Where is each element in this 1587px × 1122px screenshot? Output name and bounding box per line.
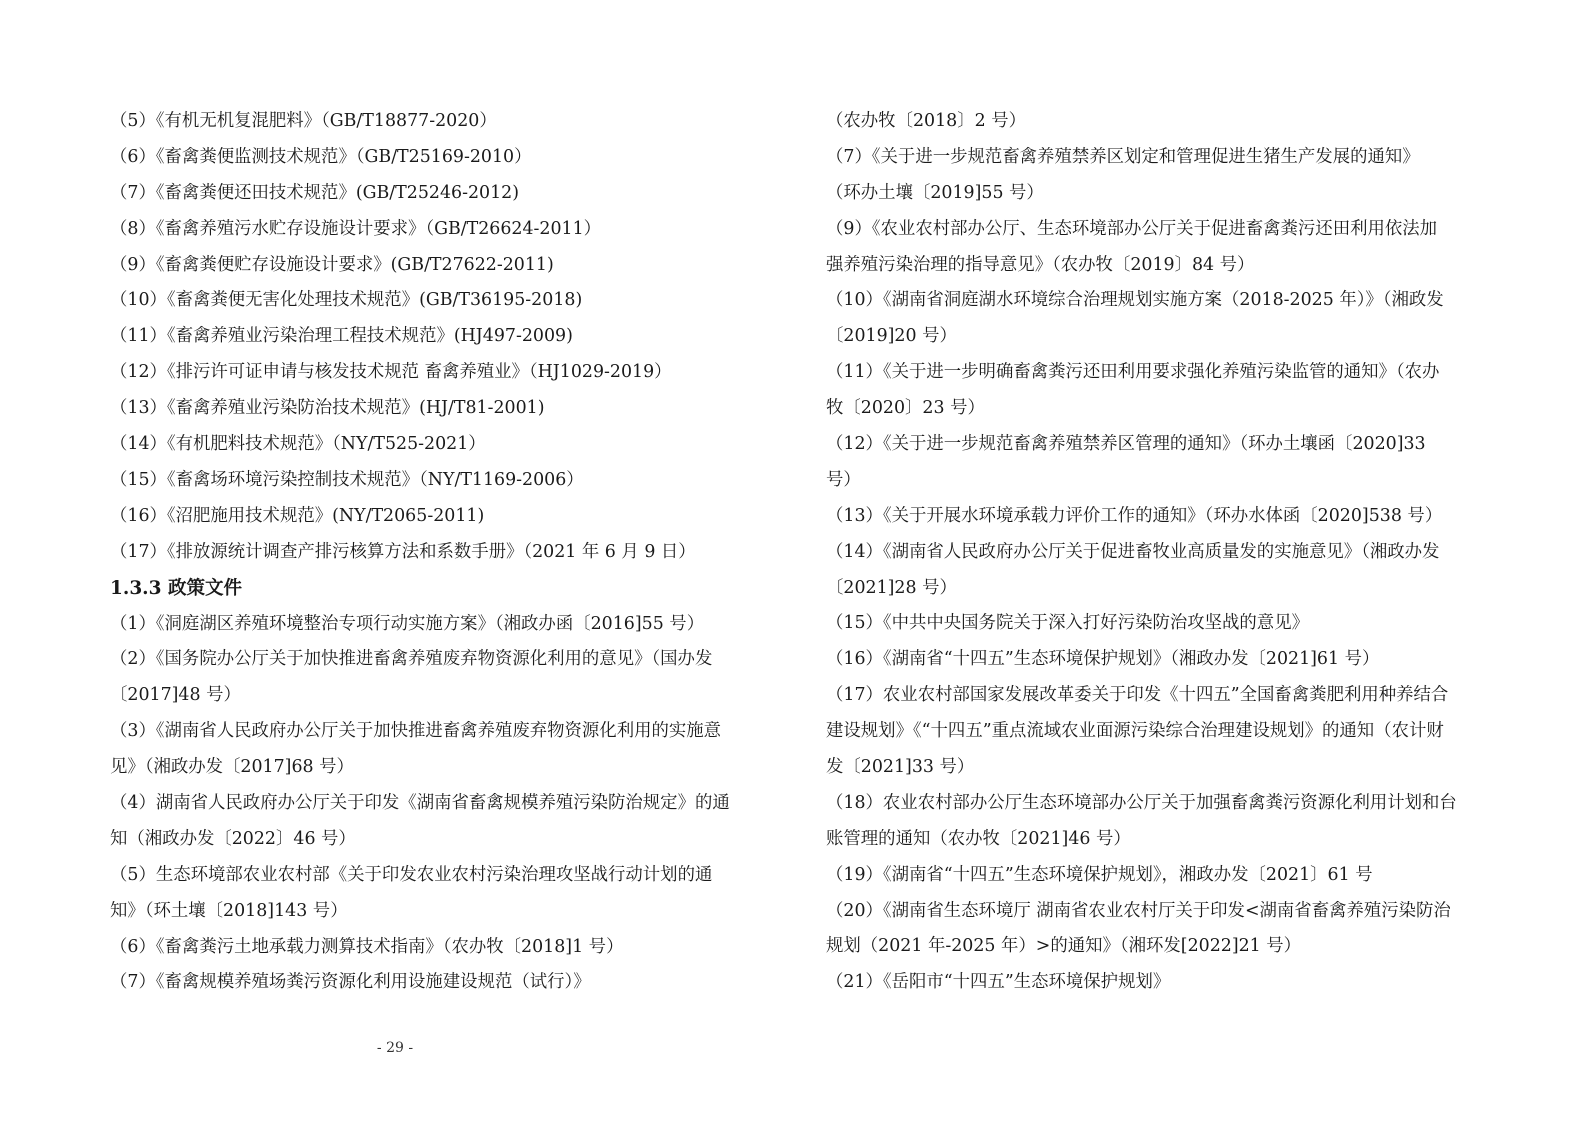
reference-line: 见》（湘政办发〔2017]68 号） [110,757,354,778]
left-column [110,104,775,1001]
reference-line: （3）《湖南省人民政府办公厅关于加快推进畜禽养殖废弃物资源化利用的实施意 [110,721,722,742]
reference-line: （16）《湖南省“十四五”生态环境保护规划》（湘政办发〔2021]61 号） [826,649,1380,670]
reference-line: （7）《畜禽规模养殖场粪污资源化利用设施建设规范（试行）》 [110,972,591,993]
reference-line: （10）《湖南省洞庭湖水环境综合治理规划实施方案（2018-2025 年）》（湘政发 [826,290,1444,311]
reference-line: （4）湖南省人民政府办公厅关于印发《湖南省畜禽规模养殖污染防治规定》的通 [110,793,730,814]
reference-line: （19）《湖南省“十四五”生态环境保护规划》，湘政办发〔2021〕61 号 [826,864,1373,885]
reference-line: （2）《国务院办公厅关于加快推进畜禽养殖废弃物资源化利用的意见》（国办发 [110,649,713,670]
reference-line: （10）《畜禽粪便无害化处理技术规范》(GB/T36195-2018) [110,290,583,311]
reference-line: 建设规划》《“十四五”重点流域农业面源污染综合治理建设规划》的通知（农计财 [826,721,1444,742]
reference-line: （1）《洞庭湖区养殖环境整治专项行动实施方案》（湘政办函〔2016]55 号） [110,613,705,634]
reference-line: （5）《有机无机复混肥料》（GB/T18877-2020） [110,111,497,131]
reference-line: 账管理的通知（农办牧〔2021]46 号） [826,828,1131,849]
reference-line: （15）《中共中央国务院关于深入打好污染防治攻坚战的意见》 [826,613,1309,634]
reference-line: （6）《畜禽粪便监测技术规范》（GB/T25169-2010） [110,146,532,167]
reference-line: 规划（2021 年-2025 年）>的通知》（湘环发[2022]21 号） [826,936,1302,957]
reference-line: （环办土壤〔2019]55 号） [826,182,1044,203]
reference-line: （21）《岳阳市“十四五”生态环境保护规划》 [826,972,1171,993]
reference-line: 强养殖污染治理的指导意见》（农办牧〔2019〕84 号） [826,254,1255,275]
reference-line: （13）《畜禽养殖业污染防治技术规范》(HJ/T81-2001) [110,398,545,419]
reference-line: 〔2021]28 号） [826,577,957,598]
reference-line: （15）《畜禽场环境污染控制技术规范》（NY/T1169-2006） [110,469,584,490]
reference-line: （14）《有机肥料技术规范》（NY/T525-2021） [110,434,486,455]
reference-line: （5）生态环境部农业农村部《关于印发农业农村污染治理攻坚战行动计划的通 [110,864,713,885]
reference-line: （9）《畜禽粪便贮存设施设计要求》(GB/T27622-2011) [110,254,554,275]
reference-line: 发〔2021]33 号） [826,757,975,778]
reference-line: （7）《关于进一步规范畜禽养殖禁养区划定和管理促进生猪生产发展的通知》 [826,146,1420,167]
reference-line: （14）《湖南省人民政府办公厅关于促进畜牧业高质量发的实施意见》（湘政办发 [826,541,1440,562]
reference-line: （17）《排放源统计调查产排污核算方法和系数手册》（2021 年 6 月 9 日） [110,541,696,562]
reference-line: （20）《湖南省生态环境厅 湖南省农业农村厅关于印发<湖南省畜禽养殖污染防治 [826,900,1451,921]
reference-line: 号） [826,469,861,490]
reference-line: （农办牧〔2018〕2 号） [826,111,1026,131]
right-column [826,104,1496,1001]
reference-line: （13）《关于开展水环境承载力评价工作的通知》（环办水体函〔2020]538 号） [826,505,1443,526]
page-number: - 29 - [376,1040,414,1056]
reference-line: （6）《畜禽粪污土地承载力测算技术指南》（农办牧〔2018]1 号） [110,936,624,957]
reference-line: 牧〔2020〕23 号） [826,398,985,419]
reference-line: 〔2019]20 号） [826,326,957,347]
reference-line: 知》（环土壤〔2018]143 号） [110,900,348,921]
reference-line: （18）农业农村部办公厅生态环境部办公厅关于加强畜禽粪污资源化利用计划和台 [826,792,1457,813]
reference-line: （17）农业农村部国家发展改革委关于印发《十四五”全国畜禽粪肥利用种养结合 [826,685,1449,706]
reference-line: （8）《畜禽养殖污水贮存设施设计要求》（GB/T26624-2011） [110,218,602,239]
reference-line: （7）《畜禽粪便还田技术规范》(GB/T25246-2012) [110,182,519,203]
section-heading: 1.3.3 政策文件 [110,577,242,599]
reference-line: （11）《畜禽养殖业污染治理工程技术规范》(HJ497-2009) [110,326,573,347]
reference-line: （11）《关于进一步明确畜禽粪污还田利用要求强化养殖污染监管的通知》（农办 [826,362,1440,383]
reference-line: （12）《排污许可证申请与核发技术规范 畜禽养殖业》（HJ1029-2019） [110,362,672,383]
reference-line: 知（湘政办发〔2022〕46 号） [110,828,356,849]
reference-line: （16）《沼肥施用技术规范》(NY/T2065-2011) [110,505,485,526]
reference-line: （9）《农业农村部办公厅、生态环境部办公厅关于促进畜禽粪污还田利用依法加 [826,218,1438,239]
reference-line: 〔2017]48 号） [110,685,241,706]
reference-line: （12）《关于进一步规范畜禽养殖禁养区管理的通知》（环办土壤函〔2020]33 [826,434,1426,455]
